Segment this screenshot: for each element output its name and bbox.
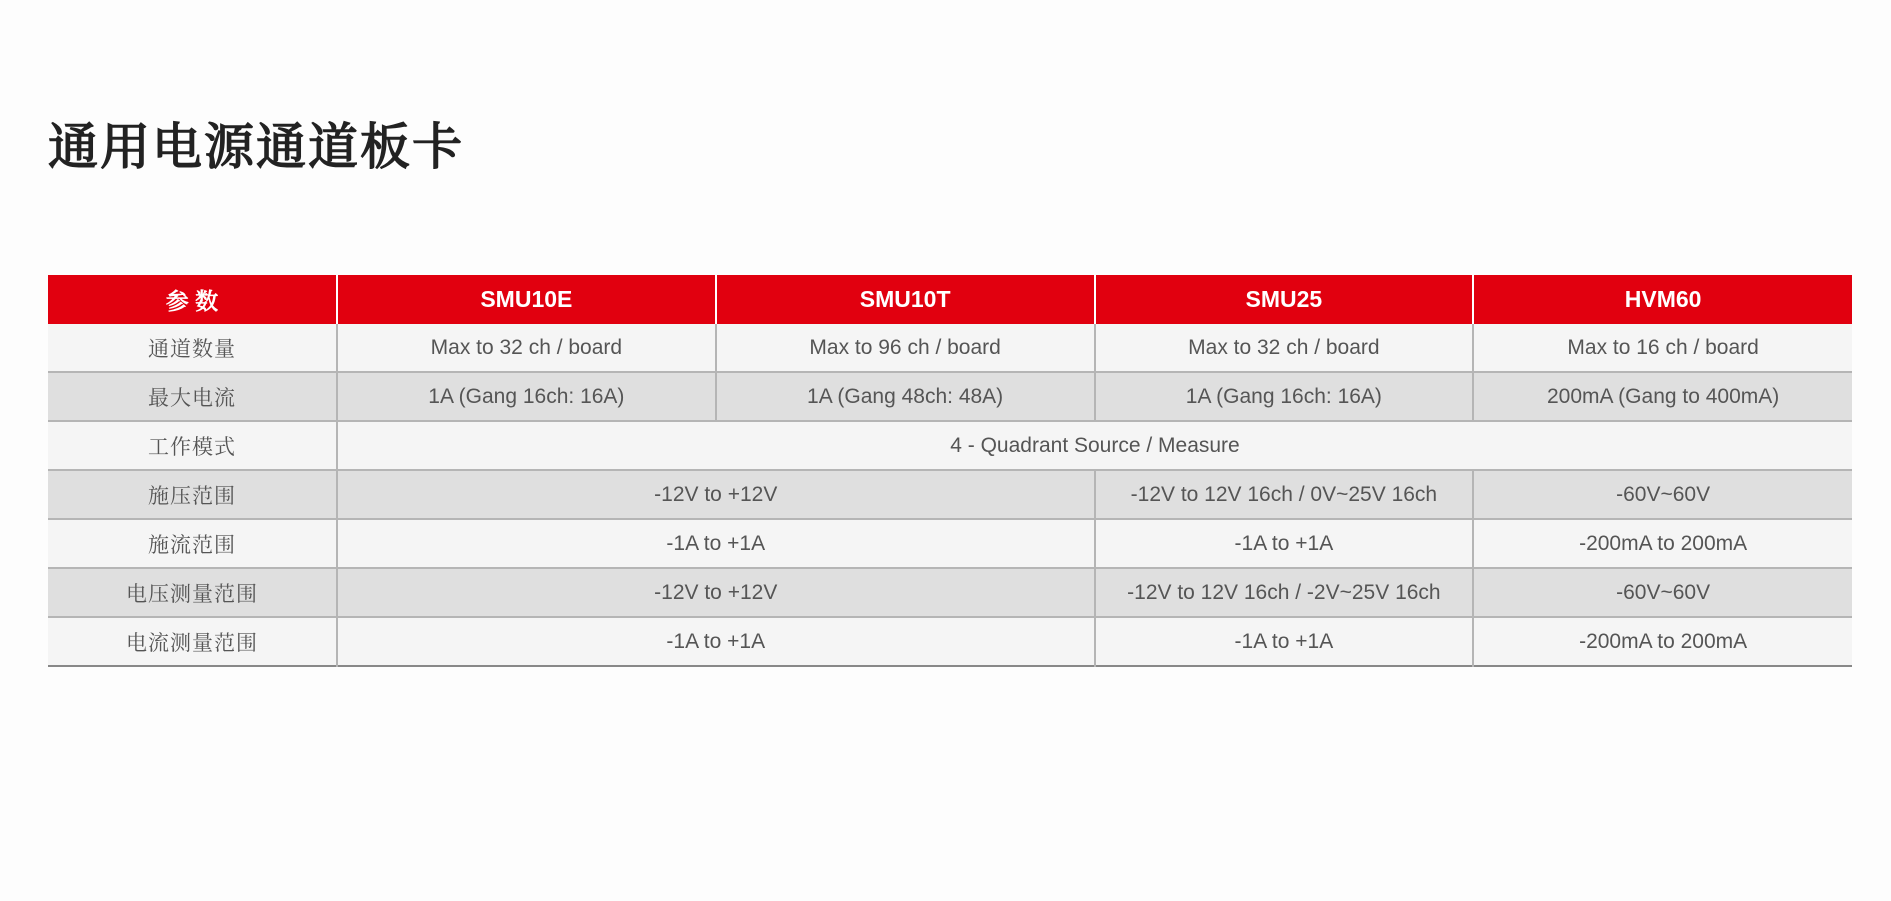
row-label: 电压测量范围 xyxy=(48,568,337,617)
table-cell: 1A (Gang 48ch: 48A) xyxy=(716,372,1095,421)
table-cell: -12V to 12V 16ch / -2V~25V 16ch xyxy=(1095,568,1474,617)
table-cell: 1A (Gang 16ch: 16A) xyxy=(1095,372,1474,421)
table-row xyxy=(48,470,1852,519)
table-cell: -1A to +1A xyxy=(1095,519,1474,568)
table-cell: -200mA to 200mA xyxy=(1473,617,1852,666)
spec-table xyxy=(48,275,1852,667)
table-cell: -60V~60V xyxy=(1473,568,1852,617)
table-cell: 4 - Quadrant Source / Measure xyxy=(337,421,1852,470)
table-row xyxy=(48,421,1852,470)
table-cell: 200mA (Gang to 400mA) xyxy=(1473,372,1852,421)
table-cell: -1A to +1A xyxy=(1095,617,1474,666)
table-cell: Max to 16 ch / board xyxy=(1473,324,1852,372)
header-hvm60: HVM60 xyxy=(1473,275,1852,324)
row-label: 工作模式 xyxy=(48,421,337,470)
table-cell: -12V to 12V 16ch / 0V~25V 16ch xyxy=(1095,470,1474,519)
table-cell: Max to 32 ch / board xyxy=(337,324,716,372)
table-cell: -12V to +12V xyxy=(337,470,1095,519)
table-cell: -12V to +12V xyxy=(337,568,1095,617)
table-row xyxy=(48,324,1852,372)
header-smu10t: SMU10T xyxy=(716,275,1095,324)
table-cell: Max to 96 ch / board xyxy=(716,324,1095,372)
table-cell: -1A to +1A xyxy=(337,519,1095,568)
table-cell: -1A to +1A xyxy=(337,617,1095,666)
table-row xyxy=(48,617,1852,666)
row-label: 施流范围 xyxy=(48,519,337,568)
row-label: 电流测量范围 xyxy=(48,617,337,666)
row-label: 通道数量 xyxy=(48,324,337,372)
table-row xyxy=(48,372,1852,421)
header-smu10e: SMU10E xyxy=(337,275,716,324)
table-row xyxy=(48,519,1852,568)
table-cell: Max to 32 ch / board xyxy=(1095,324,1474,372)
header-smu25: SMU25 xyxy=(1095,275,1474,324)
table-row xyxy=(48,568,1852,617)
table-cell: -200mA to 200mA xyxy=(1473,519,1852,568)
table-header-row xyxy=(48,275,1852,324)
row-label: 最大电流 xyxy=(48,372,337,421)
table-cell: -60V~60V xyxy=(1473,470,1852,519)
header-param: 参 数 xyxy=(48,275,337,324)
table-cell: 1A (Gang 16ch: 16A) xyxy=(337,372,716,421)
page-title: 通用电源通道板卡 xyxy=(48,118,464,176)
row-label: 施压范围 xyxy=(48,470,337,519)
